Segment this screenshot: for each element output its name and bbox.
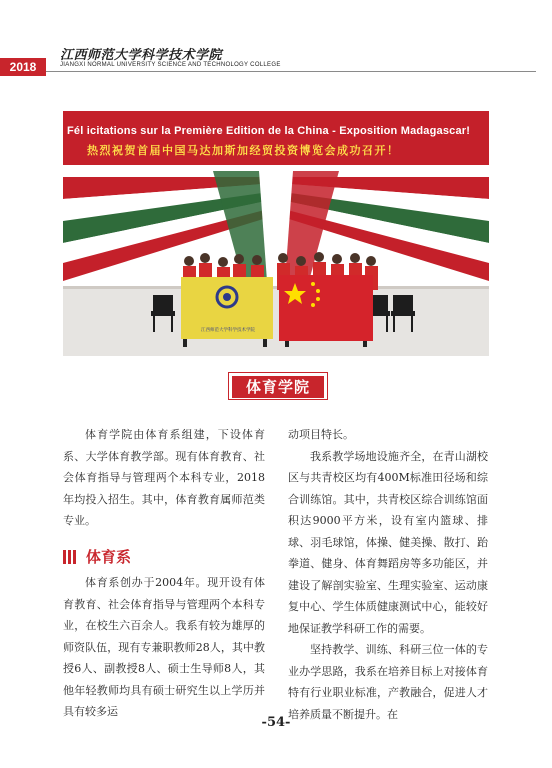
continued-text: 动项目特长。 [288, 428, 354, 441]
college-name-en: JIANGXI NORMAL UNIVERSITY SCIENCE AND TECHNOLOGY COLLEGE [60, 62, 281, 68]
college-name-cn: 江西师范大学科学技术学院 [60, 48, 223, 63]
department-paragraph: 体育系创办于2004年。现开设有体育教育、社会体育指导与管理两个本科专业，在校生六百余人。我系有较为雄厚的师资队伍，现有专兼职教师28人，其中教授6人、副教授8人、硕士生导师8人，其他年轻教师均具有硕士研究生以上学历并具有较多运 [63, 576, 265, 718]
page-number: -54- [261, 715, 291, 730]
teaching-paragraph: 坚持教学、训练、科研三位一体的专业办学思路，我系在培养目标上对接体育特有行业职业标准，产教融合，促进人才培养质量不断提升。在 [288, 643, 488, 721]
section-title: 体育学院 [232, 376, 324, 398]
header-rule [46, 71, 536, 72]
sub-heading [63, 546, 131, 568]
event-photo [63, 111, 489, 356]
heading-bars-icon [63, 550, 78, 568]
year-badge: 2018 [0, 58, 46, 76]
department-text [63, 572, 265, 723]
facilities-paragraph: 我系教学场地设施齐全，在青山湖校区与共青校区均有400M标准田径场和综合训练馆。其中，共青校区综合训练馆面积达9000平方米，设有室内篮球、排球、羽毛球馆，体操、健美操、散打、跆拳道、健身、体育舞蹈房等多功能区，并建设了解剖实验室、生理实验室、运动康复中心、学生体质健康测试中心，能较好地保证教学科研工作的需要。 [288, 449, 488, 635]
sub-heading-text: 体育系 [86, 548, 132, 566]
banner-chinese: 热烈祝贺首届中国马达加斯加经贸投资博览会成功召开！ [87, 144, 400, 157]
intro-paragraph: 体育学院由体育系组建，下设体育系、大学体育教学部。现有体育教育、社会体育指导与管理两个本科专业，2018年均投入招生。其中，体育教育属师范类专业。 [63, 428, 265, 527]
banner-french: Fél icitations sur la Première Edition de la China - Exposition Madagascar! [67, 125, 471, 137]
flag-college-name: 江西师范大学科学技术学院 [201, 328, 255, 333]
intro-text [63, 424, 265, 532]
right-column [288, 424, 488, 725]
